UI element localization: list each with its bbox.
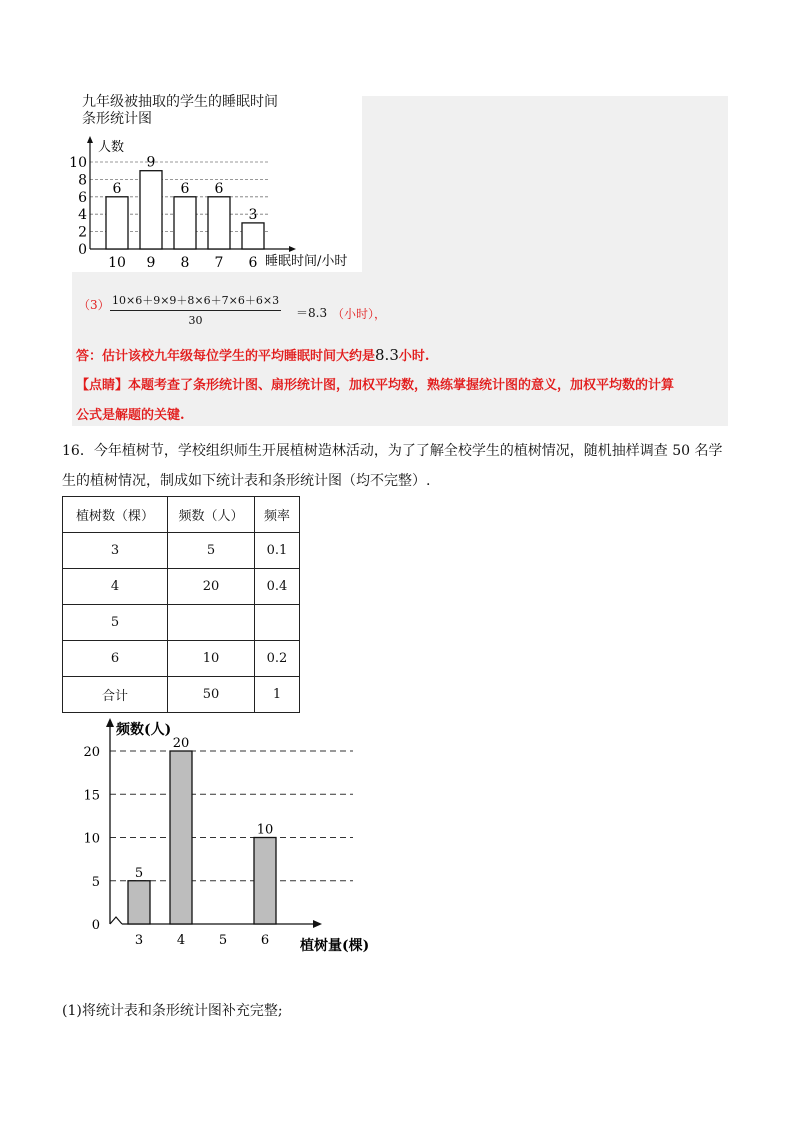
table-row <box>63 641 300 677</box>
table-cell: 4 <box>63 569 168 605</box>
y-tick-label: 0 <box>78 242 87 258</box>
chart1-xlabel: 睡眠时间/小时 <box>265 254 348 269</box>
bar <box>128 881 150 924</box>
table-row <box>63 569 300 605</box>
bar-data-label: 6 <box>180 180 190 197</box>
y-tick-label: 4 <box>78 207 87 224</box>
bar-data-label: 6 <box>214 180 224 197</box>
table-header: 频数（人） <box>168 497 255 533</box>
comment-line2: 公式是解题的关键. <box>76 408 185 423</box>
table-cell: 合计 <box>63 677 168 713</box>
bar-data-label: 20 <box>172 736 190 751</box>
bar <box>106 197 128 249</box>
bar-data-label: 10 <box>256 822 274 838</box>
tree-planting-bar-chart <box>60 712 400 962</box>
table-header: 植树数（棵） <box>63 497 168 533</box>
table-cell: 20 <box>168 569 255 605</box>
y-tick-label: 10 <box>69 155 87 171</box>
sleep-time-bar-chart <box>60 132 370 272</box>
chart2-y-arrow <box>106 718 114 727</box>
chart2-xlabel: 植树量(棵) <box>300 938 370 954</box>
x-tick-label: 10 <box>108 255 126 271</box>
y-tick-label: 5 <box>91 874 100 890</box>
chart1-ylabel: 人数 <box>98 140 125 155</box>
chart1-title-line2: 条形统计图 <box>82 111 152 127</box>
y-tick-label: 8 <box>78 172 87 189</box>
table-cell: 0.4 <box>255 569 300 605</box>
table-cell: 10 <box>168 641 255 677</box>
chart2-x-arrow <box>313 920 322 928</box>
mean-fraction <box>110 293 281 328</box>
part3-label: （3） <box>78 298 110 312</box>
table-row <box>63 677 300 713</box>
table-cell: 0.2 <box>255 641 300 677</box>
table-cell: 0.1 <box>255 533 300 569</box>
x-tick-label: 8 <box>180 255 190 271</box>
x-tick-label: 7 <box>214 255 224 271</box>
answer-value: 8.3 <box>375 346 399 364</box>
table-cell: 1 <box>255 677 300 713</box>
bar <box>254 838 276 925</box>
chart1-y-arrow <box>87 136 93 143</box>
bar <box>140 171 162 249</box>
x-tick-label: 6 <box>248 255 258 271</box>
bar-data-label: 9 <box>146 154 156 171</box>
x-tick-label: 9 <box>146 255 156 271</box>
table-row <box>63 605 300 641</box>
table-header-row <box>63 497 300 533</box>
x-tick-label: 3 <box>134 933 144 948</box>
bar-data-label: 3 <box>248 206 258 223</box>
table-cell <box>168 605 255 641</box>
question16-line2: 生的植树情况，制成如下统计表和条形统计图（均不完整）. <box>62 473 431 489</box>
x-tick-label: 5 <box>218 933 228 948</box>
bar <box>242 223 264 249</box>
chart1-x-arrow <box>289 246 296 252</box>
table-cell: 6 <box>63 641 168 677</box>
answer-prefix: 答：估计该校九年级每位学生的平均睡眠时间大约是 <box>76 349 376 364</box>
y-tick-label: 0 <box>91 918 100 933</box>
y-tick-label: 10 <box>83 831 100 847</box>
x-tick-label: 4 <box>176 933 186 948</box>
bar <box>174 197 196 249</box>
table-cell <box>255 605 300 641</box>
y-tick-label: 20 <box>83 745 100 760</box>
mean-unit: （小时）， <box>332 307 387 321</box>
y-tick-label: 15 <box>83 788 100 804</box>
table-cell: 5 <box>168 533 255 569</box>
bar <box>208 197 230 249</box>
chart2-ylabel: 频数(人) <box>116 722 172 738</box>
table-header: 频率 <box>255 497 300 533</box>
answer-line <box>76 345 429 364</box>
bar <box>170 751 192 924</box>
part1-instruction: (1)将统计表和条形统计图补充完整; <box>62 1003 283 1019</box>
bar-data-label: 6 <box>112 180 122 197</box>
fraction-numerator: 10×6＋9×9＋8×6＋7×6＋6×3 <box>112 294 280 307</box>
question16-line1: 16．今年植树节，学校组织师生开展植树造林活动，为了了解全校学生的植树情况，随机抽样调查 50 名学 <box>62 443 723 459</box>
frequency-table <box>62 496 300 713</box>
chart1-title-line1: 九年级被抽取的学生的睡眠时间 <box>82 94 278 110</box>
table-cell: 3 <box>63 533 168 569</box>
table-cell: 5 <box>63 605 168 641</box>
table-row <box>63 533 300 569</box>
fraction-denominator: 30 <box>188 314 203 327</box>
y-tick-label: 6 <box>78 189 87 206</box>
table-cell: 50 <box>168 677 255 713</box>
mean-result: ＝8.3 <box>296 306 328 320</box>
chart2-axis-break <box>110 917 122 924</box>
comment-line1: 【点睛】本题考查了条形统计图、扇形统计图，加权平均数，熟练掌握统计图的意义，加权平均数的计算 <box>76 378 675 393</box>
bar-data-label: 5 <box>134 865 144 881</box>
answer-suffix: 小时. <box>398 349 430 364</box>
fraction-bar <box>110 310 281 311</box>
y-tick-label: 2 <box>78 224 87 241</box>
x-tick-label: 6 <box>260 933 270 948</box>
